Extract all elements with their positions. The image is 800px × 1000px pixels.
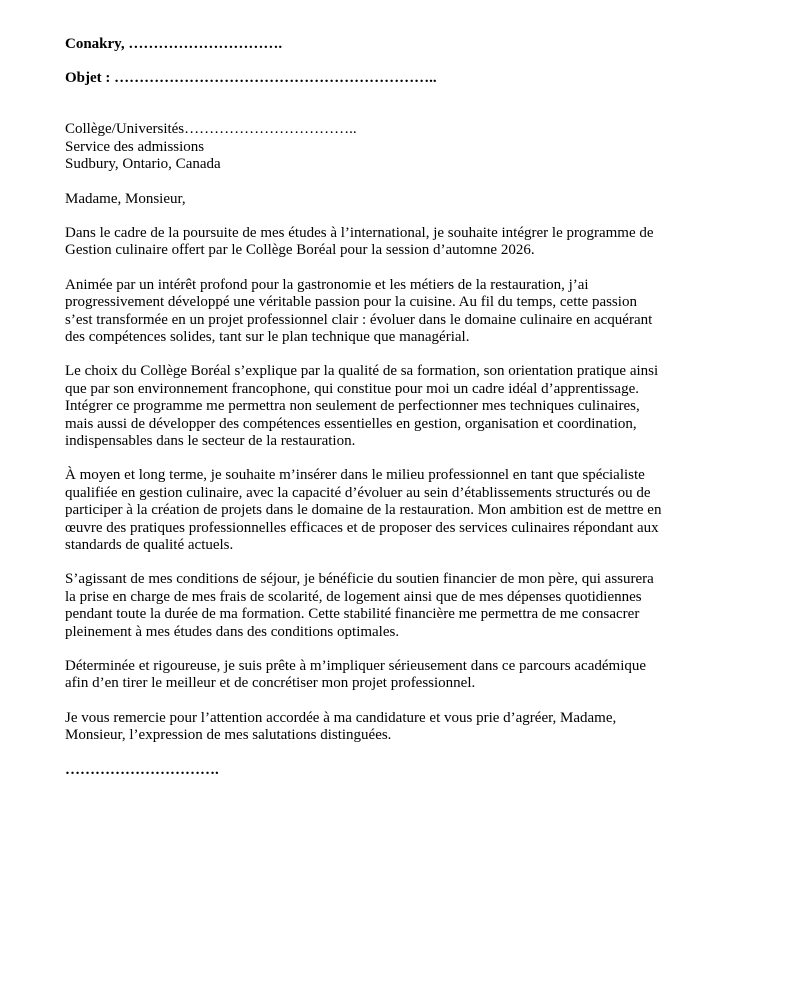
salutation: Madame, Monsieur, bbox=[65, 190, 186, 207]
paragraph-choice bbox=[65, 363, 705, 450]
paragraph-line: œuvre des pratiques professionnelles efficaces et de proposer des services culinaires répondant aux bbox=[65, 519, 659, 536]
paragraph-line: s’est transformée en un projet professionnel clair : évoluer dans le domaine culinaire en acquérant bbox=[65, 311, 653, 328]
paragraph-line: Gestion culinaire offert par le Collège Boréal pour la session d’automne 2026. bbox=[65, 242, 535, 259]
spacer bbox=[65, 87, 705, 121]
paragraph-line: Le choix du Collège Boréal s’explique par la qualité de sa formation, son orientation pratique ainsi bbox=[65, 363, 659, 380]
paragraph-line: Animée par un intérêt profond pour la gastronomie et les métiers de la restauration, j’ai bbox=[65, 276, 589, 293]
spacer bbox=[65, 53, 705, 70]
paragraph-line: progressivement développé une véritable passion pour la cuisine. Au fil du temps, cette passion bbox=[65, 294, 637, 311]
spacer bbox=[65, 693, 705, 710]
recipient-address bbox=[65, 121, 705, 173]
paragraph-line: S’agissant de mes conditions de séjour, je bénéficie du soutien financier de mon père, qui assurera bbox=[65, 571, 654, 588]
paragraph-line: Monsieur, l’expression de mes salutations distinguées. bbox=[65, 727, 392, 744]
recipient-line-department: Service des admissions bbox=[65, 138, 205, 155]
paragraph-closing bbox=[65, 710, 705, 745]
paragraph-goals bbox=[65, 467, 705, 554]
spacer bbox=[65, 346, 705, 363]
paragraph-line: pendant toute la durée de ma formation. Cette stabilité financière me permettra de me consacrer bbox=[65, 606, 640, 623]
paragraph-line: la prise en charge de mes frais de scolarité, de logement ainsi que de mes dépenses quotidiennes bbox=[65, 588, 642, 605]
paragraph-line: des compétences solides, tant sur le plan technique que managérial. bbox=[65, 328, 470, 345]
paragraph-motivation bbox=[65, 277, 705, 347]
paragraph-line: Je vous remercie pour l’attention accordée à ma candidature et vous prie d’agréer, Madame, bbox=[65, 709, 617, 726]
recipient-line-institution: Collège/Universités…………………………….. bbox=[65, 121, 357, 138]
paragraph-line: standards de qualité actuels. bbox=[65, 537, 234, 554]
spacer bbox=[65, 208, 705, 225]
paragraph-line: mais aussi de développer des compétences essentielles en gestion, organisation et coordination, bbox=[65, 415, 637, 432]
paragraph-line: afin d’en tirer le meilleur et de concrétiser mon projet professionnel. bbox=[65, 675, 476, 692]
paragraph-commitment bbox=[65, 658, 705, 693]
signature-placeholder: …………………………. bbox=[65, 761, 219, 778]
paragraph-line: pleinement à mes études dans des conditions optimales. bbox=[65, 623, 400, 640]
subject-line: Objet : ……………………………………………………….. bbox=[65, 69, 437, 86]
spacer bbox=[65, 554, 705, 571]
paragraph-line: Déterminée et rigoureuse, je suis prête à m’impliquer sérieusement dans ce parcours académique bbox=[65, 658, 647, 675]
letter-page bbox=[65, 36, 705, 779]
spacer bbox=[65, 745, 705, 762]
paragraph-line: Intégrer ce programme me permettra non seulement de perfectionner mes techniques culinaires, bbox=[65, 398, 640, 415]
place-date: Conakry, …………………………. bbox=[65, 36, 283, 52]
paragraph-line: que par son environnement francophone, qui constitue pour moi un cadre idéal d’apprentissage. bbox=[65, 380, 639, 397]
spacer bbox=[65, 174, 705, 191]
paragraph-line: Dans le cadre de la poursuite de mes études à l’international, je souhaite intégrer le programme de bbox=[65, 224, 654, 241]
paragraph-line: participer à la création de projets dans le domaine de la restauration. Mon ambition est de mettre en bbox=[65, 502, 662, 519]
paragraph-line: qualifiée en gestion culinaire, avec la capacité d’évoluer au sein d’établissements structurés ou de bbox=[65, 484, 651, 501]
spacer bbox=[65, 260, 705, 277]
paragraph-line: indispensables dans le secteur de la restauration. bbox=[65, 433, 356, 449]
spacer bbox=[65, 450, 705, 467]
recipient-line-location: Sudbury, Ontario, Canada bbox=[65, 156, 221, 173]
paragraph-intro bbox=[65, 225, 705, 260]
paragraph-funding bbox=[65, 571, 705, 641]
spacer bbox=[65, 641, 705, 658]
paragraph-line: À moyen et long terme, je souhaite m’insérer dans le milieu professionnel en tant que spécialiste bbox=[65, 467, 645, 484]
